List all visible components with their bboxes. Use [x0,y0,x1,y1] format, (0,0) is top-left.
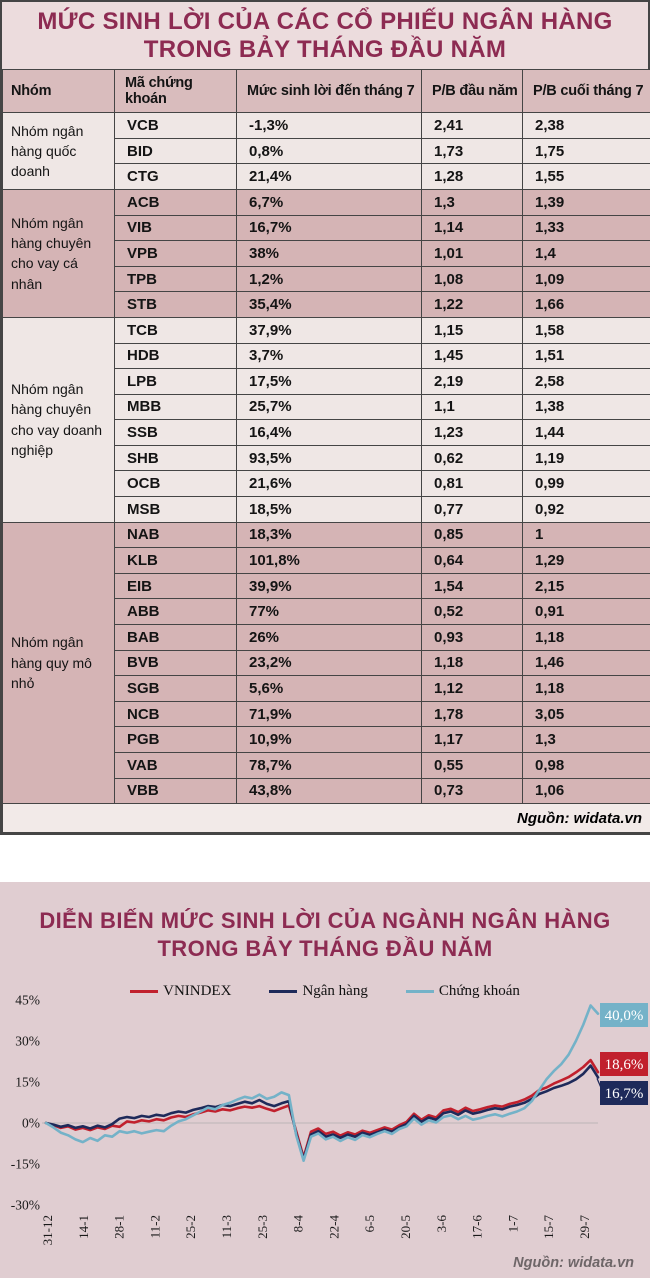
pb-end-cell: 1,75 [523,138,650,164]
return-cell: 23,2% [237,650,422,676]
stock-code-cell: NAB [115,522,237,548]
legend-line-swatch [406,990,434,994]
pb-start-cell: 0,62 [422,445,523,471]
stock-code-cell: VPB [115,241,237,267]
column-header-pb-start: P/B đầu năm [422,70,523,113]
stock-code-cell: OCB [115,471,237,497]
x-axis-tick-label: 22-4 [326,1215,342,1240]
y-axis-tick-label: 30% [15,1033,40,1049]
pb-end-cell: 3,05 [523,701,650,727]
pb-end-cell: 1,66 [523,292,650,318]
stock-code-cell: EIB [115,573,237,599]
table-body [3,113,650,804]
stock-code-cell: VCB [115,113,237,139]
y-axis-tick-label: -30% [10,1197,40,1213]
y-axis-tick-label: 0% [22,1115,40,1131]
return-cell: 10,9% [237,727,422,753]
stock-code-cell: VBB [115,778,237,804]
pb-end-cell: 0,91 [523,599,650,625]
chart-source: Nguồn: widata.vn [513,1255,634,1272]
y-axis-tick-label: -15% [10,1156,40,1172]
pb-end-cell: 1,55 [523,164,650,190]
return-cell: 16,4% [237,420,422,446]
pb-end-cell: 1,46 [523,650,650,676]
stock-code-cell: PGB [115,727,237,753]
return-cell: 0,8% [237,138,422,164]
group-label-cell: Nhóm ngân hàng chuyên cho vay cá nhân [3,189,115,317]
chart-title-line1: DIỄN BIẾN MỨC SINH LỜI CỦA NGÀNH NGÂN HÀNG [39,908,611,934]
return-cell: 6,7% [237,189,422,215]
pb-start-cell: 0,81 [422,471,523,497]
return-cell: 39,9% [237,573,422,599]
pb-end-cell: 1,44 [523,420,650,446]
x-axis-tick-label: 29-7 [577,1215,592,1240]
column-header-return: Mức sinh lời đến tháng 7 [237,70,422,113]
pb-start-cell: 1,08 [422,266,523,292]
stock-code-cell: TCB [115,317,237,343]
stock-code-cell: KLB [115,548,237,574]
pb-start-cell: 1,28 [422,164,523,190]
pb-end-cell: 1 [523,522,650,548]
return-cell: 38% [237,241,422,267]
pb-end-cell: 1,38 [523,394,650,420]
pb-start-cell: 1,01 [422,241,523,267]
pb-start-cell: 1,18 [422,650,523,676]
return-cell: 78,7% [237,753,422,779]
table-row [3,113,650,139]
stock-code-cell: BVB [115,650,237,676]
stock-code-cell: ACB [115,189,237,215]
x-axis-tick-label: 25-2 [183,1215,199,1240]
pb-end-cell: 1,29 [523,548,650,574]
return-cell: 5,6% [237,676,422,702]
stock-code-cell: SHB [115,445,237,471]
return-cell: 21,4% [237,164,422,190]
pb-end-cell: 1,19 [523,445,650,471]
x-axis-tick-label: 14-1 [75,1215,91,1240]
pb-start-cell: 0,77 [422,497,523,523]
pb-end-cell: 1,4 [523,241,650,267]
return-cell: 18,5% [237,497,422,523]
table-source: Nguồn: widata.vn [3,804,650,833]
stock-code-cell: ABB [115,599,237,625]
column-header-pb-end: P/B cuối tháng 7 [523,70,650,113]
pb-start-cell: 0,93 [422,625,523,651]
stock-code-cell: MBB [115,394,237,420]
group-label-cell: Nhóm ngân hàng chuyên cho vay doanh nghiệp [3,317,115,522]
table-row [3,522,650,548]
return-cell: 101,8% [237,548,422,574]
column-header-ticker: Mã chứng khoán [115,70,237,113]
table-row [3,317,650,343]
pb-start-cell: 0,85 [422,522,523,548]
x-axis-tick-label: 1-7 [505,1215,521,1233]
x-axis-tick-label: 11-3 [219,1215,234,1239]
chart-title-line2: TRONG BẢY THÁNG ĐẦU NĂM [157,936,493,962]
pb-end-cell: 1,33 [523,215,650,241]
pb-end-cell: 1,09 [523,266,650,292]
legend-label: Chứng khoán [438,983,520,1000]
x-axis-tick-label: 11-2 [147,1215,163,1239]
return-cell: 43,8% [237,778,422,804]
return-cell: 3,7% [237,343,422,369]
table-header [3,70,650,113]
return-cell: 17,5% [237,369,422,395]
table-footer [3,804,650,833]
end-value-label: 18,6% [604,1057,644,1074]
return-cell: 25,7% [237,394,422,420]
table-row [3,189,650,215]
x-axis-tick-label: 31-12 [40,1215,55,1246]
stock-code-cell: STB [115,292,237,318]
pb-start-cell: 1,17 [422,727,523,753]
return-cell: 18,3% [237,522,422,548]
return-cell: 35,4% [237,292,422,318]
y-axis-tick-label: 15% [15,1074,40,1090]
return-cell: -1,3% [237,113,422,139]
stock-code-cell: SSB [115,420,237,446]
stock-code-cell: LPB [115,369,237,395]
pb-end-cell: 0,92 [523,497,650,523]
stock-code-cell: NCB [115,701,237,727]
stock-code-cell: MSB [115,497,237,523]
series-line [46,1006,598,1161]
stock-code-cell: VIB [115,215,237,241]
legend-label: VNINDEX [163,983,232,1000]
x-axis-tick-label: 8-4 [290,1215,306,1233]
return-cell: 1,2% [237,266,422,292]
x-axis-tick-label: 6-5 [362,1215,378,1233]
stock-code-cell: BID [115,138,237,164]
end-value-label: 16,7% [604,1086,644,1103]
pb-end-cell: 1,58 [523,317,650,343]
x-axis-tick-label: 3-6 [433,1215,449,1233]
pb-start-cell: 1,78 [422,701,523,727]
return-cell: 93,5% [237,445,422,471]
return-cell: 71,9% [237,701,422,727]
pb-start-cell: 0,73 [422,778,523,804]
return-cell: 21,6% [237,471,422,497]
pb-start-cell: 1,54 [422,573,523,599]
stock-code-cell: BAB [115,625,237,651]
return-cell: 16,7% [237,215,422,241]
sector-returns-chart-section [0,882,650,1278]
legend-line-swatch [269,990,297,994]
pb-start-cell: 1,14 [422,215,523,241]
pb-end-cell: 2,38 [523,113,650,139]
chart-title [0,882,650,963]
pb-start-cell: 0,64 [422,548,523,574]
pb-start-cell: 0,55 [422,753,523,779]
pb-end-cell: 2,15 [523,573,650,599]
x-axis-tick-label: 20-5 [398,1215,413,1240]
pb-end-cell: 1,39 [523,189,650,215]
pb-start-cell: 1,12 [422,676,523,702]
pb-end-cell: 1,06 [523,778,650,804]
pb-start-cell: 1,3 [422,189,523,215]
legend-line-swatch [130,990,158,994]
pb-start-cell: 2,41 [422,113,523,139]
column-header-group: Nhóm [3,70,115,113]
bank-stock-returns-table [2,69,650,833]
pb-start-cell: 0,52 [422,599,523,625]
stock-code-cell: HDB [115,343,237,369]
pb-start-cell: 1,45 [422,343,523,369]
pb-start-cell: 1,22 [422,292,523,318]
pb-end-cell: 1,18 [523,625,650,651]
pb-start-cell: 1,73 [422,138,523,164]
return-cell: 37,9% [237,317,422,343]
pb-start-cell: 1,23 [422,420,523,446]
group-label-cell: Nhóm ngân hàng quốc doanh [3,113,115,190]
stock-code-cell: TPB [115,266,237,292]
series-line [46,1060,598,1157]
pb-start-cell: 2,19 [422,369,523,395]
return-cell: 77% [237,599,422,625]
pb-end-cell: 2,58 [523,369,650,395]
end-value-label: 40,0% [604,1008,644,1025]
x-axis-tick-label: 28-1 [111,1215,127,1240]
x-axis-tick-label: 25-3 [254,1215,270,1240]
y-axis-tick-label: 45% [15,994,40,1008]
legend-label: Ngân hàng [302,983,368,1000]
x-axis-tick-label: 15-7 [541,1215,557,1240]
pb-end-cell: 0,99 [523,471,650,497]
stock-code-cell: CTG [115,164,237,190]
pb-end-cell: 1,3 [523,727,650,753]
return-cell: 26% [237,625,422,651]
x-axis-tick-label: 17-6 [469,1215,485,1240]
pb-end-cell: 1,18 [523,676,650,702]
stock-code-cell: VAB [115,753,237,779]
stock-code-cell: SGB [115,676,237,702]
group-label-cell: Nhóm ngân hàng quy mô nhỏ [3,522,115,804]
pb-start-cell: 1,1 [422,394,523,420]
pb-start-cell: 1,15 [422,317,523,343]
returns-line-chart [0,994,650,1278]
pb-end-cell: 0,98 [523,753,650,779]
pb-end-cell: 1,51 [523,343,650,369]
table-title-line1: MỨC SINH LỜI CỦA CÁC CỔ PHIẾU NGÂN HÀNG [37,8,613,35]
table-title-line2: TRONG BẢY THÁNG ĐẦU NĂM [143,36,507,64]
table-title [2,2,648,69]
